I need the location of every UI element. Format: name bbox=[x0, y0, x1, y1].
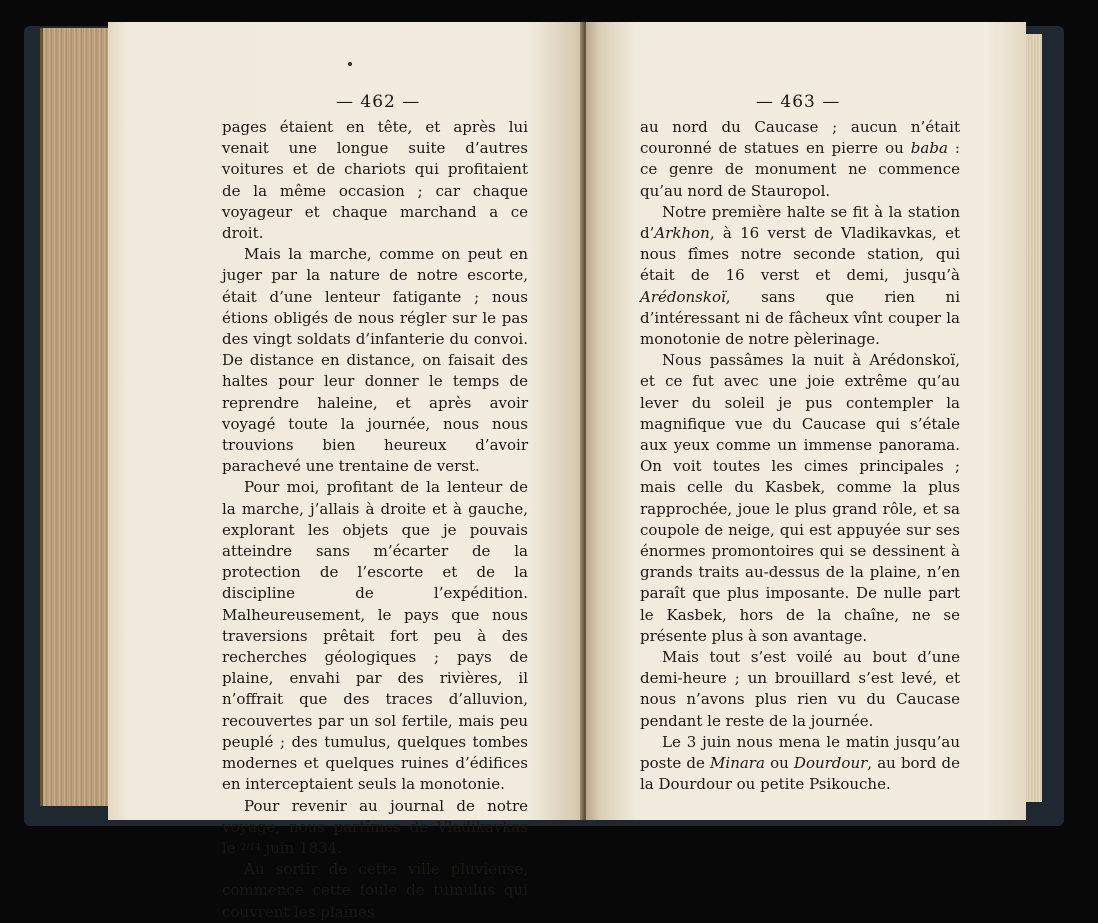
paragraph: pages étaient en tête, et après lui venait une longue suite d’autres voitures et de chariots qui profitaient de la même occasion ; car chaque voyageur et chaque marchand a ce droit. bbox=[222, 118, 528, 243]
left-page bbox=[108, 22, 586, 921]
paragraph-text: au nord du Caucase ; aucun n’était couronné de statues en pierre ou bbox=[640, 118, 960, 158]
paragraph-text: Pour revenir au journal de notre voyage, nous partîmes de Vladikavkas le bbox=[222, 796, 528, 857]
paragraph-text: Notre première halte se fit à la station d’ bbox=[640, 202, 960, 243]
paragraph bbox=[640, 732, 960, 796]
paragraph: Au sortir de cette ville pluvieuse, commence cette foule de tumulus qui couvrent les plaines bbox=[222, 860, 528, 921]
paragraph: Nous passâmes la nuit à Arédonskoï, et ce fut avec une joie extrême qu’au lever du soleil je pus contempler la magnifique vue du Caucase qui s’étale aux yeux comme un immense panorama. On voit toutes les cimes principales ; mais celle du Kasbek, comme la plus rapprochée, joue le plus grand rôle, et sa coupole de neige, qui est appuyée sur ses énormes promontoires qui se dessinent à grands traits au-dessus de la plaine, n’en paraît que plus imposante. De nulle part le Kasbek, hors de la chaîne, ne se présente plus à son avantage. bbox=[640, 351, 960, 645]
date-fraction: 2/14 bbox=[240, 842, 261, 853]
italic-place: Arédonskoï bbox=[640, 287, 726, 306]
paragraph: Mais la marche, comme on peut en juger par la nature de notre escorte, était d’une lenteur fatigante ; nous étions obligés de nous régler sur le pas des vingt soldats d’infanterie du convoi. De distance en distance, on faisait des haltes pour leur donner le temps de reprendre haleine, et après avoir voyagé toute la journée, nous nous trouvions bien heureux d’avoir parachevé une trentaine de verst. bbox=[222, 245, 528, 476]
paragraph bbox=[640, 117, 960, 202]
paragraph: Pour moi, profitant de la lenteur de la marche, j’allais à droite et à gauche, explorant les objets que je pouvais atteindre sans m’écarter de la protection de l’escorte et de la discipline de l’expédition. Malheureusement, le pays que nous traversions prêtait fort peu à des recherches géologiques ; pays de plaine, envahi par des rivières, il n’offrait que des traces d’alluvion, recouvertes par un sol fertile, mais peu peuplé ; des tumulus, quelques tombes modernes et quelques ruines d’édifices en interceptaient seuls la monotonie. bbox=[222, 478, 528, 794]
paragraph-text: , au bord de la Dourdour ou petite Psikouche. bbox=[640, 754, 960, 794]
left-page-number: — 462 — bbox=[336, 92, 421, 112]
page-edges-left bbox=[40, 28, 115, 806]
paragraph bbox=[222, 796, 528, 860]
paragraph-text: juin 1834. bbox=[265, 838, 342, 857]
paragraph-text: ou bbox=[770, 754, 789, 773]
italic-place: Minara bbox=[710, 754, 765, 773]
paragraph-text: , sans que rien ni d’intéressant ni de fâcheux vînt couper la monotonie de notre pèlerinage. bbox=[640, 287, 960, 349]
page-speck bbox=[348, 62, 352, 66]
italic-term: baba bbox=[910, 139, 948, 158]
paragraph-text: , à 16 verst de Vladikavkas, et nous fîmes notre seconde station, qui était de 16 verst et demi, jusqu’à bbox=[640, 224, 960, 285]
italic-place: Arkhon bbox=[654, 224, 710, 243]
right-page-number: — 463 — bbox=[756, 92, 841, 112]
fraction-numerator: 2 bbox=[240, 842, 247, 853]
left-page-text bbox=[222, 117, 528, 923]
fraction-denominator: 14 bbox=[249, 842, 261, 853]
right-page-text bbox=[640, 117, 960, 796]
right-page bbox=[586, 22, 1026, 820]
italic-place: Dourdour bbox=[793, 754, 868, 773]
paragraph: Mais tout s’est voilé au bout d’une demi-heure ; un brouillard s’est levé, et nous n’avons plus rien vu du Caucase pendant le reste de la journée. bbox=[640, 648, 960, 730]
paragraph-text: Le 3 juin nous mena le matin jusqu’au poste de bbox=[640, 732, 960, 773]
paragraph-text: : ce genre de monument ne commence qu’au nord de Stauropol. bbox=[640, 139, 960, 200]
paragraph bbox=[640, 202, 960, 350]
